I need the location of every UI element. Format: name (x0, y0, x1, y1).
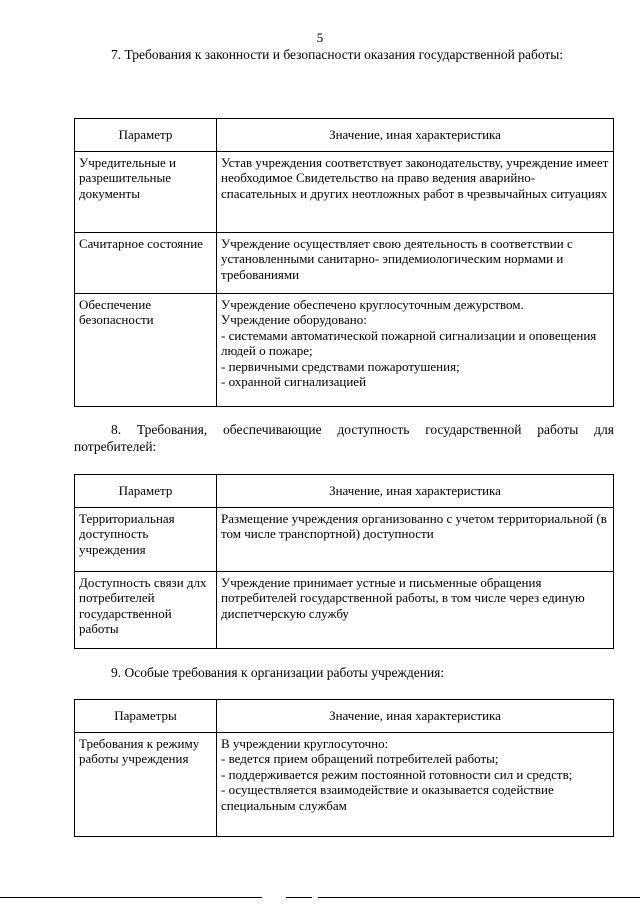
value-line: - ведется прием обращений потребителей работы; (221, 751, 499, 766)
row-parameter: Доступность связи длх потребителей государственной работы (75, 571, 217, 648)
row-parameter: Обеспечение безопасности (75, 293, 217, 406)
value-line: - осуществляется взаимодействие и оказывается содействие специальным службам (221, 782, 554, 813)
table-row (75, 293, 614, 406)
table-row (75, 232, 614, 293)
row-parameter: Учредительные и разрешительные документы (75, 151, 217, 232)
section-9-table (74, 699, 614, 837)
column-header-value: Значение, иная характеристика (217, 119, 614, 152)
page-bottom-rule (286, 897, 312, 898)
row-parameter: Территориальная доступность учреждения (75, 507, 217, 571)
row-parameter: Требования к режиму работы учреждения (75, 732, 217, 836)
value-line: Учреждение обеспечено круглосуточным дежурством. (221, 296, 524, 312)
row-parameter: Сачитарное состояние (75, 232, 217, 293)
value-line: - поддерживается режим постоянной готовности сил и средств; (221, 766, 573, 782)
table-header-row (75, 700, 614, 733)
value-line: Учреждение осуществляет свою деятельность в соответствии с установленными санитарно- эпидемиологическим нормами и требованиями (221, 235, 573, 282)
section-7-heading: 7. Требования к законности и безопасности оказания государственной работы: (111, 47, 564, 62)
section-9-heading: 9. Особые требования к организации работы учреждения: (111, 665, 445, 680)
section-7-table (74, 118, 614, 407)
page-bottom-rule (0, 897, 262, 898)
column-header-parameter: Параметр (75, 475, 217, 508)
table-header-row (75, 119, 614, 152)
column-header-parameter: Параметр (75, 119, 217, 152)
row-value (217, 732, 614, 836)
table-row (75, 571, 614, 648)
value-line: Устав учреждения соответствует законодательству, учреждение имеет необходимое Свидетельство на право ведения аварийно-спасательных и других неотложных работ в чрезвычайных ситуациях (221, 154, 609, 201)
section-8-heading: 8. Требования, обеспечивающие доступность государственной работы для потребителей: (74, 422, 614, 454)
row-value (217, 507, 614, 571)
page-number: 5 (316, 30, 324, 45)
value-line: Размещение учреждения организованно с учетом территориальной (в том числе транспортной) доступности (221, 510, 607, 541)
row-value (217, 571, 614, 648)
row-value (217, 232, 614, 293)
column-header-parameter: Параметры (75, 700, 217, 733)
row-value (217, 293, 614, 406)
page-bottom-rule (318, 897, 640, 898)
value-line: Учреждение принимает устные и письменные обращения потребителей государственной работы, в том числе через единую диспетчерскую службу (221, 574, 585, 621)
value-line: - охранной сигнализацией (221, 374, 367, 389)
table-header-row (75, 475, 614, 508)
table-row (75, 732, 614, 836)
column-header-value: Значение, иная характеристика (217, 700, 614, 733)
value-line: В учреждении круглосуточно: (221, 735, 389, 751)
row-value (217, 151, 614, 232)
table-row (75, 151, 614, 232)
value-line: Учреждение оборудовано: (221, 312, 367, 327)
section-8-table (74, 474, 614, 649)
column-header-value: Значение, иная характеристика (217, 475, 614, 508)
value-line: - системами автоматической пожарной сигнализации и оповещения людей о пожаре; (221, 327, 597, 358)
value-line: - первичными средствами пожаротушения; (221, 358, 460, 374)
table-row (75, 507, 614, 571)
